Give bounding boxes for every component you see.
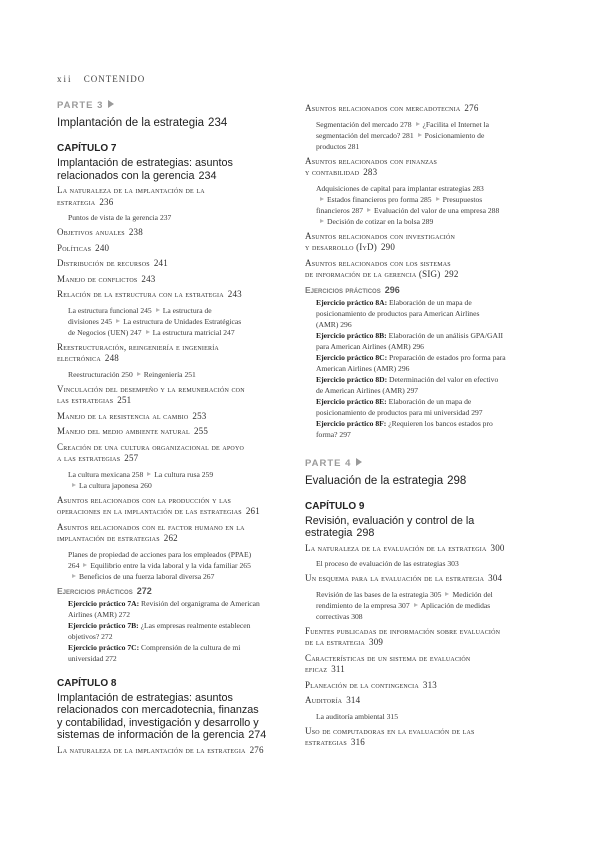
toc-subentries: Reestructuración 250 Reingeniería 251 [68, 369, 196, 379]
chapter-8-title[interactable]: Implantación de estrategias: asuntos relacionados con mercadotecnia, finanzas y contabilidad, investigación y desarrollo y sistemas de información de la gerencia 274 [57, 691, 267, 741]
toc-subentries: Adquisiciones de capital para implantar estrategias 283 Estados financieros pro forma 285 Presupuestos financieros 287 Evaluación del valor de una empresa 288 Decisión de cotizar en la bolsa 289 [316, 183, 500, 226]
toc-entry[interactable]: Un esquema para la evaluación de la estrategia 304 [305, 573, 503, 583]
toc-subentries: El proceso de evaluación de las estrategias 303 [316, 559, 459, 568]
toc-entry[interactable]: Relación de la estructura con la estrategia 243 [57, 289, 242, 299]
exercise-entry[interactable]: Ejercicio práctico 8C: Preparación de estados pro forma para American Airlines (AMR) 296 [316, 352, 506, 373]
exercise-entry[interactable]: Ejercicio práctico 7B: ¿Las empresas realmente establecen objetivos? 272 [68, 620, 251, 641]
running-header [57, 74, 145, 84]
page-number: xii [57, 74, 73, 84]
triangle-icon [356, 458, 362, 466]
exercise-entry[interactable]: Ejercicio práctico 8E: Elaboración de un mapa de posicionamiento de productos para mi universidad 297 [316, 396, 483, 417]
toc-entry[interactable]: Manejo de conflictos 243 [57, 273, 156, 284]
arrow-icon [83, 563, 87, 567]
exercise-entry[interactable]: Ejercicio práctico 7C: Comprensión de la cultura de mi universidad 272 [68, 642, 241, 663]
triangle-icon [108, 100, 114, 108]
exercises-heading: Ejercicios prácticos 296 [305, 284, 400, 295]
toc-entry[interactable]: La naturaleza de la implantación de la estrategia 236 [57, 185, 205, 207]
toc-entry[interactable]: Planeación de la contingencia 313 [305, 679, 437, 690]
arrow-icon [146, 330, 150, 334]
arrow-icon [418, 133, 422, 137]
toc-entry[interactable]: Asuntos relacionados con el factor humano en la implantación de estrategias 262 [57, 521, 245, 543]
arrow-icon [416, 122, 420, 126]
toc-entry[interactable]: Asuntos relacionados con los sistemas de información de la gerencia (SIG) 292 [305, 257, 459, 279]
toc-subentries: Puntos de vista de la gerencia 237 [68, 213, 172, 222]
toc-entry[interactable]: Asuntos relacionados con investigación y desarrollo (IyD) 290 [305, 230, 456, 252]
toc-subentries: Planes de propiedad de acciones para los empleados (PPAE) 264 Equilibrio entre la vida laboral y la vida familiar 265 Beneficios de una fuerza laboral diversa 267 [68, 549, 252, 581]
part-4-label: PARTE 4 [305, 458, 545, 469]
chapter-9-title[interactable]: Revisión, evaluación y control de la estrategia 298 [305, 514, 475, 539]
toc-entry[interactable]: Características de un sistema de evaluación eficaz 311 [305, 652, 471, 674]
toc-entry[interactable]: Fuentes publicadas de información sobre evaluación de la estrategia 309 [305, 625, 501, 647]
toc-entry[interactable]: Objetivos anuales 238 [57, 227, 143, 237]
toc-entry[interactable]: Asuntos relacionados con la producción y las operaciones en la implantación de las estrategias 261 [57, 494, 260, 516]
spacer [305, 440, 545, 458]
toc-subentries: Segmentación del mercado 278 ¿Facilita el Internet la segmentación del mercado? 281 Posicionamiento de productos 281 [316, 119, 489, 151]
arrow-icon [320, 219, 324, 223]
exercise-entry[interactable]: Ejercicio práctico 7A: Revisión del organigrama de American Airlines (AMR) 272 [68, 598, 260, 619]
arrow-icon [72, 574, 76, 578]
toc-subentries: La auditoría ambiental 315 [316, 711, 399, 721]
toc-entry[interactable]: Uso de computadoras en la evaluación de las estrategias 316 [305, 725, 475, 747]
toc-entry[interactable]: Vinculación del desempeño y la remuneración con las estrategias 251 [57, 383, 245, 405]
exercise-entry[interactable]: Ejercicio práctico 8B: Elaboración de un análisis GPA/GAII para American Airlines (AMR) 296 [316, 330, 504, 351]
chapter-7-title[interactable]: Implantación de estrategias: asuntos relacionados con la gerencia 234 [57, 157, 233, 182]
toc-entry[interactable]: Auditoría 314 [305, 695, 361, 705]
chapter-8-label: CAPÍTULO 8 [57, 677, 117, 689]
toc-entry[interactable]: Manejo del medio ambiente natural 255 [57, 426, 209, 436]
toc-entry[interactable]: Creación de una cultura organizacional de apoyo a las estrategias 257 [57, 441, 245, 463]
chapter-7-label: CAPÍTULO 7 [57, 143, 117, 154]
arrow-icon [137, 372, 141, 376]
left-column [57, 100, 289, 760]
toc-entry[interactable]: La naturaleza de la implantación de la estrategia 276 [57, 744, 264, 755]
toc-entry[interactable]: Distribución de recursos 241 [57, 258, 168, 268]
arrow-icon [436, 197, 440, 201]
part-3-label: PARTE 3 [57, 100, 289, 111]
toc-entry[interactable]: Manejo de la resistencia al cambio 253 [57, 410, 207, 421]
exercise-entry[interactable]: Ejercicio práctico 8F: ¿Requieren los bancos estados pro forma? 297 [316, 418, 493, 439]
toc-entry[interactable]: Reestructuración, reingeniería e ingeniería electrónica 248 [57, 341, 219, 363]
part-3-title[interactable]: Implantación de la estrategia 234 [57, 117, 228, 129]
part-4-title[interactable]: Evaluación de la estrategia 298 [305, 474, 467, 487]
chapter-9-label: CAPÍTULO 9 [305, 500, 365, 512]
exercise-entry[interactable]: Ejercicio práctico 8A: Elaboración de un mapa de posicionamiento de productos para American Airlines (AMR) 296 [316, 297, 480, 329]
arrow-icon [72, 483, 76, 487]
exercise-entry[interactable]: Ejercicio práctico 8D: Determinación del valor en efectivo de American Airlines (AMR) 297 [316, 374, 499, 395]
arrow-icon [367, 208, 371, 212]
arrow-icon [147, 472, 151, 476]
right-column [305, 103, 545, 753]
exercises-heading: Ejercicios prácticos 272 [57, 585, 152, 596]
toc-subentries: La cultura mexicana 258 La cultura rusa 259 La cultura japonesa 260 [68, 469, 214, 490]
arrow-icon [445, 592, 449, 596]
arrow-icon [414, 603, 418, 607]
arrow-icon [320, 197, 324, 201]
arrow-icon [156, 308, 160, 312]
toc-subentries: Revisión de las bases de la estrategia 305 Medición del rendimiento de la empresa 307 Aplicación de medidas correctivas 308 [316, 589, 493, 621]
toc-entry[interactable]: Políticas 240 [57, 242, 110, 253]
running-title: CONTENIDO [83, 74, 146, 84]
toc-entry[interactable]: Asuntos relacionados con finanzas y contabilidad 283 [305, 155, 438, 177]
toc-subentries: La estructura funcional 245 La estructura de divisiones 245 La estructura de Unidades Estratégicas de Negocios (UEN) 247 La estructura matricial 247 [68, 305, 242, 337]
toc-entry[interactable]: Asuntos relacionados con mercadotecnia 276 [305, 103, 479, 113]
toc-entry[interactable]: La naturaleza de la evaluación de la estrategia 300 [305, 542, 505, 553]
arrow-icon [116, 319, 120, 323]
